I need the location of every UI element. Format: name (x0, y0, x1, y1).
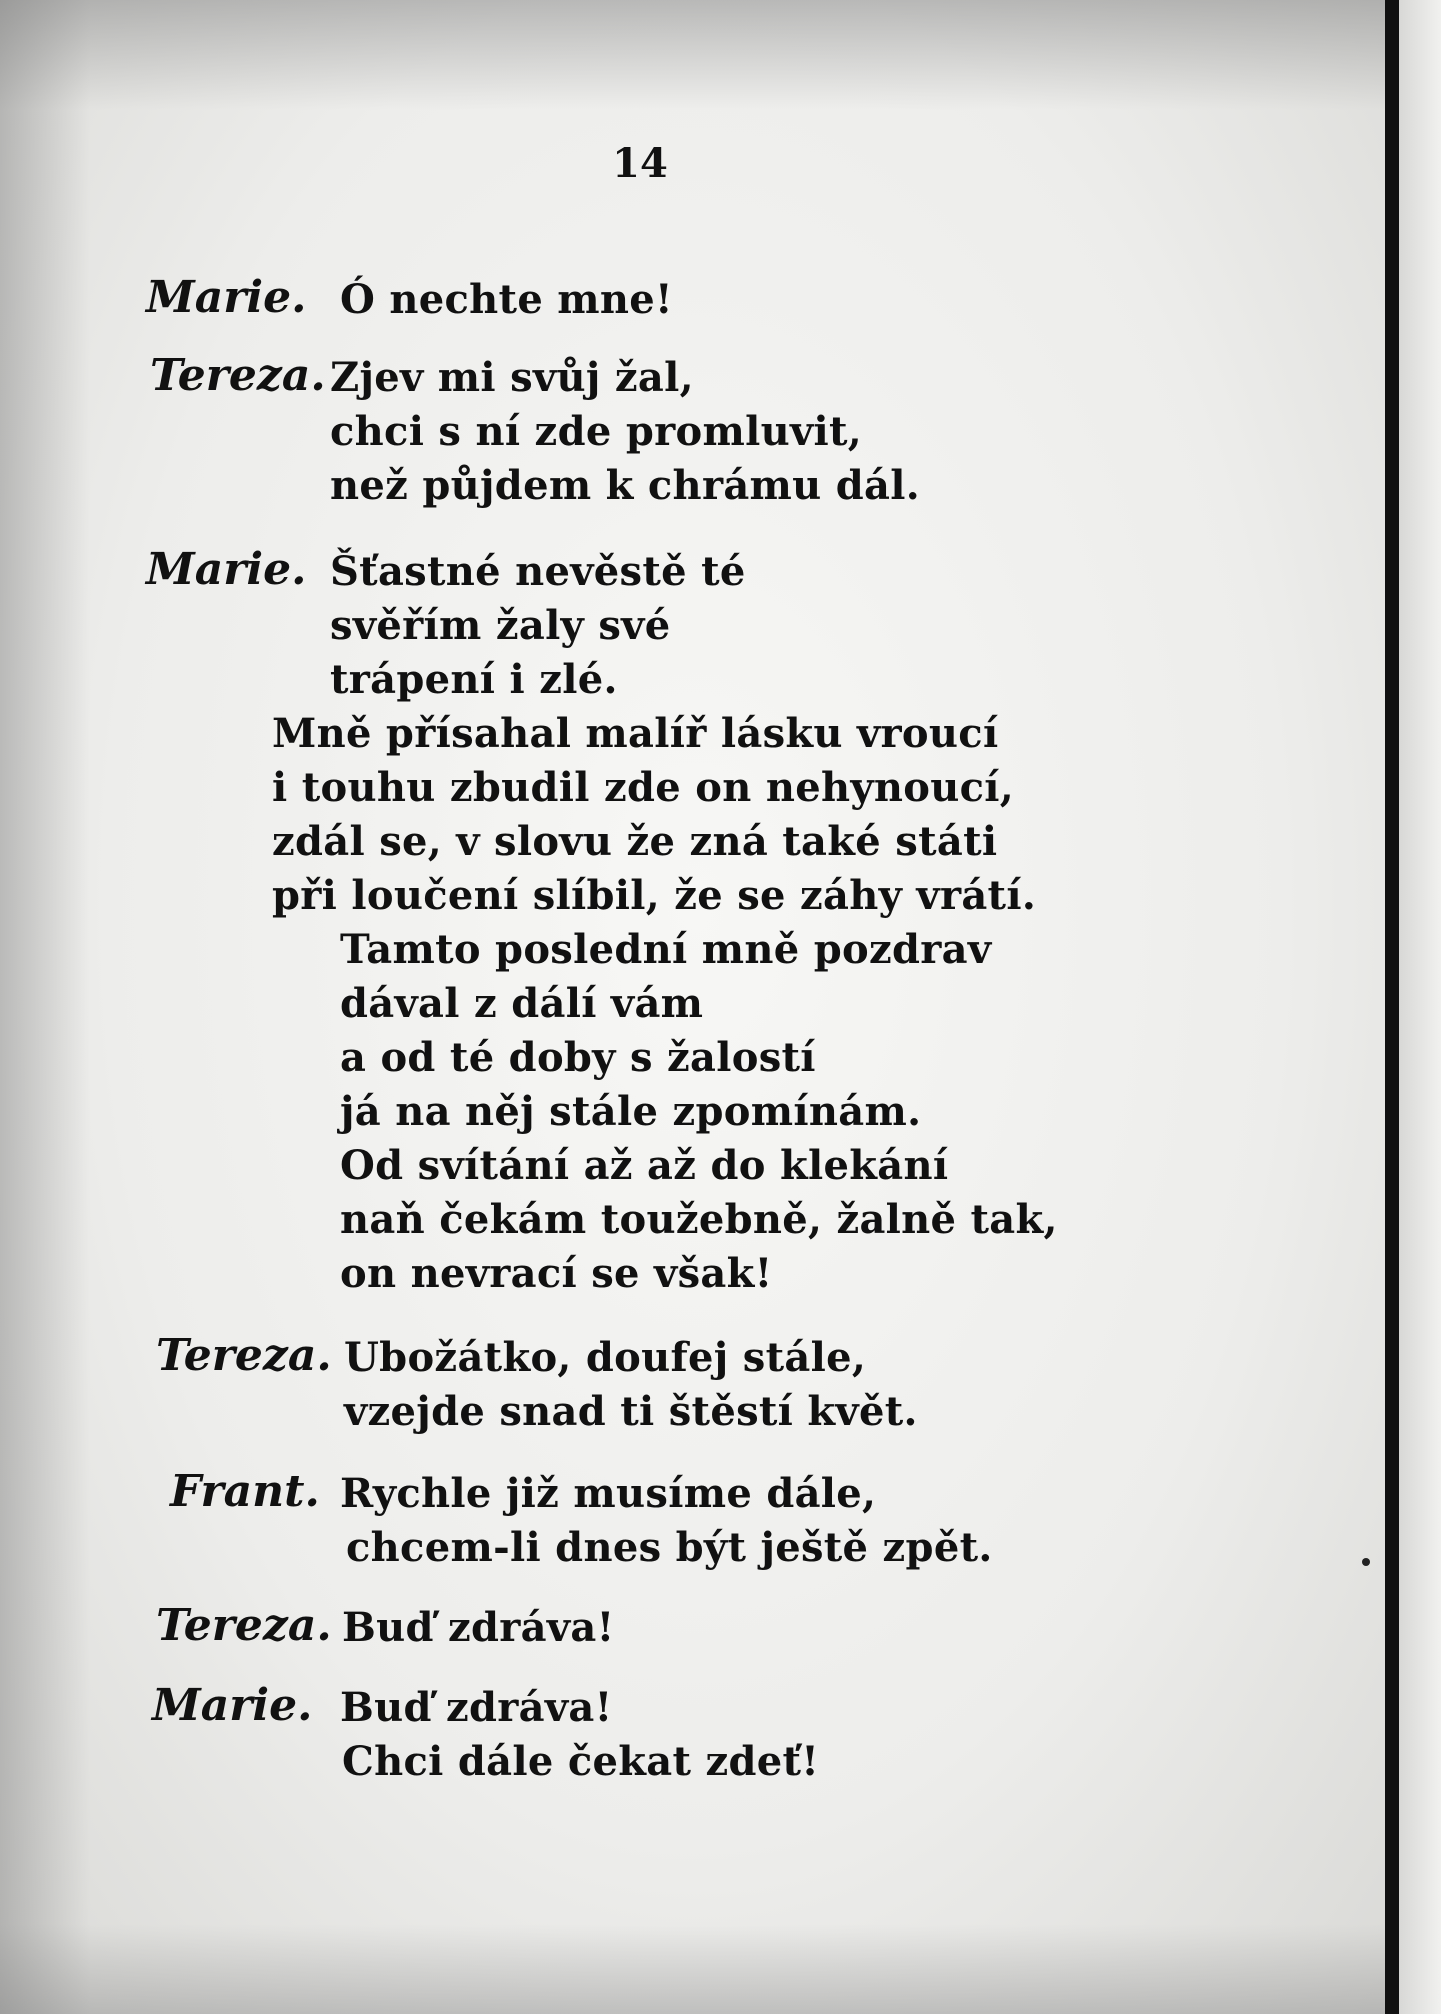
verse-line: vzejde snad ti štěstí květ. (344, 1388, 918, 1435)
verse-line: při loučení slíbil, že se záhy vrátí. (272, 872, 1037, 919)
verse-line: trápení i zlé. (330, 656, 618, 703)
page-number: 14 (612, 140, 668, 187)
speaker-label: Marie. (152, 1680, 313, 1731)
verse-line: Ubožátko, doufej stále, (344, 1334, 867, 1381)
speaker-label: Frant. (170, 1466, 320, 1517)
verse-line: chcem-li dnes být ještě zpět. (346, 1524, 993, 1571)
speaker-label: Tereza. (156, 1600, 332, 1651)
speaker-label: Tereza. (150, 350, 326, 401)
verse-line: Chci dále čekat zdeť! (342, 1738, 820, 1785)
verse-line: on nevrací se však! (340, 1250, 773, 1297)
verse-line: Buď zdráva! (342, 1604, 615, 1651)
speaker-label: Tereza. (156, 1330, 332, 1381)
book-spine (1385, 0, 1399, 2014)
verse-line: naň čekám toužebně, žalně tak, (340, 1196, 1058, 1243)
ink-speck (1362, 1558, 1370, 1566)
verse-line: Od svítání až až do klekání (340, 1142, 949, 1189)
verse-line: Zjev mi svůj žal, (330, 354, 694, 401)
verse-line: Ó nechte mne! (340, 276, 673, 323)
verse-line: zdál se, v slovu že zná také státi (272, 818, 998, 865)
verse-line: Mně přísahal malíř lásku vroucí (272, 710, 999, 757)
verse-line: a od té doby s žalostí (340, 1034, 816, 1081)
verse-line: Šťastné nevěstě té (330, 548, 746, 595)
facing-page-edge (1399, 0, 1441, 2014)
verse-line: chci s ní zde promluvit, (330, 408, 862, 455)
verse-line: svěřím žaly své (330, 602, 671, 649)
verse-line: já na něj stále zpomínám. (340, 1088, 922, 1135)
verse-line: Rychle již musíme dále, (340, 1470, 877, 1517)
speaker-label: Marie. (146, 544, 307, 595)
verse-line: Tamto poslední mně pozdrav (340, 926, 992, 973)
speaker-label: Marie. (146, 272, 307, 323)
verse-line: dával z dálí vám (340, 980, 704, 1027)
verse-line: Buď zdráva! (340, 1684, 613, 1731)
verse-line: než půjdem k chrámu dál. (330, 462, 920, 509)
verse-line: i touhu zbudil zde on nehynoucí, (272, 764, 1015, 811)
